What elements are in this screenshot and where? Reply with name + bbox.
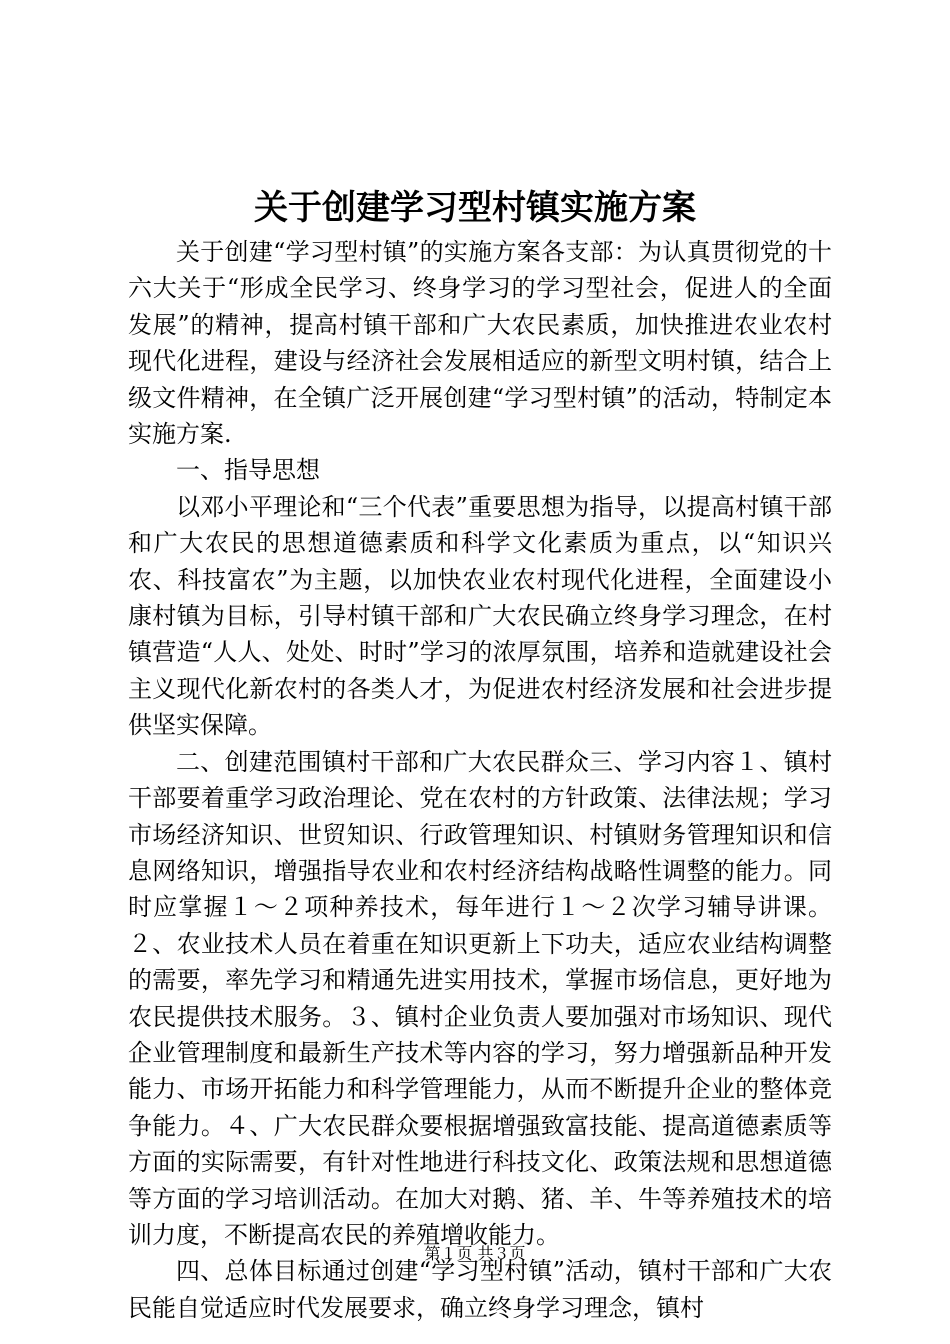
document-body: [128, 234, 832, 1326]
section-heading-guiding-ideology: 一、指导思想: [176, 456, 320, 485]
page-footer: 第１页 共３页: [424, 1244, 526, 1263]
scope-and-content-paragraph: 二、创建范围镇村干部和广大农民群众三、学习内容１、镇村干部要着重学习政治理论、党在农村的方针政策、法律法规；学习市场经济知识、世贸知识、行政管理知识、村镇财务管理知识和信息网络知识，增强指导农业和农村经济结构战略性调整的能力。同时应掌握１～２项种养技术，每年进行１～２次学习辅导讲课。２、农业技术人员在着重在知识更新上下功夫，适应农业结构调整的需要，率先学习和精通先进实用技术，掌握市场信息，更好地为农民提供技术服务。３、镇村企业负责人要加强对市场知识、现代企业管理制度和最新生产技术等内容的学习，努力增强新品种开发能力、市场开拓能力和科学管理能力，从而不断提升企业的整体竞争能力。４、广大农民群众要根据增强致富技能、提高道德素质等方面的实际需要，有针对性地进行科技文化、政策法规和思想道德等方面的学习培训活动。在加大对鹅、猪、羊、牛等养殖技术的培训力度，不断提高农民的养殖增收能力。: [128, 747, 832, 1249]
overall-goal-paragraph: 四、总体目标通过创建“学习型村镇”活动，镇村干部和广大农民能自觉适应时代发展要求，确立终身学习理念，镇村: [128, 1257, 832, 1322]
guiding-ideology-paragraph: 以邓小平理论和“三个代表”重要思想为指导，以提高村镇干部和广大农民的思想道德素质和科学文化素质为重点，以“知识兴农、科技富农”为主题，以加快农业农村现代化进程，全面建设小康村镇为目标，引导村镇干部和广大农民确立终身学习理念，在村镇营造“人人、处处、时时”学习的浓厚氛围，培养和造就建设社会主义现代化新农村的各类人才，为促进农村经济发展和社会进步提供坚实保障。: [128, 492, 832, 740]
document-title: 关于创建学习型村镇实施方案: [254, 188, 696, 228]
intro-paragraph: 关于创建“学习型村镇”的实施方案各支部：为认真贯彻党的十六大关于“形成全民学习、终身学习的学习型社会，促进人的全面发展”的精神，提高村镇干部和广大农民素质，加快推进农业农村现代化进程，建设与经济社会发展相适应的新型文明村镇，结合上级文件精神，在全镇广泛开展创建“学习型村镇”的活动，特制定本实施方案.: [128, 238, 832, 449]
